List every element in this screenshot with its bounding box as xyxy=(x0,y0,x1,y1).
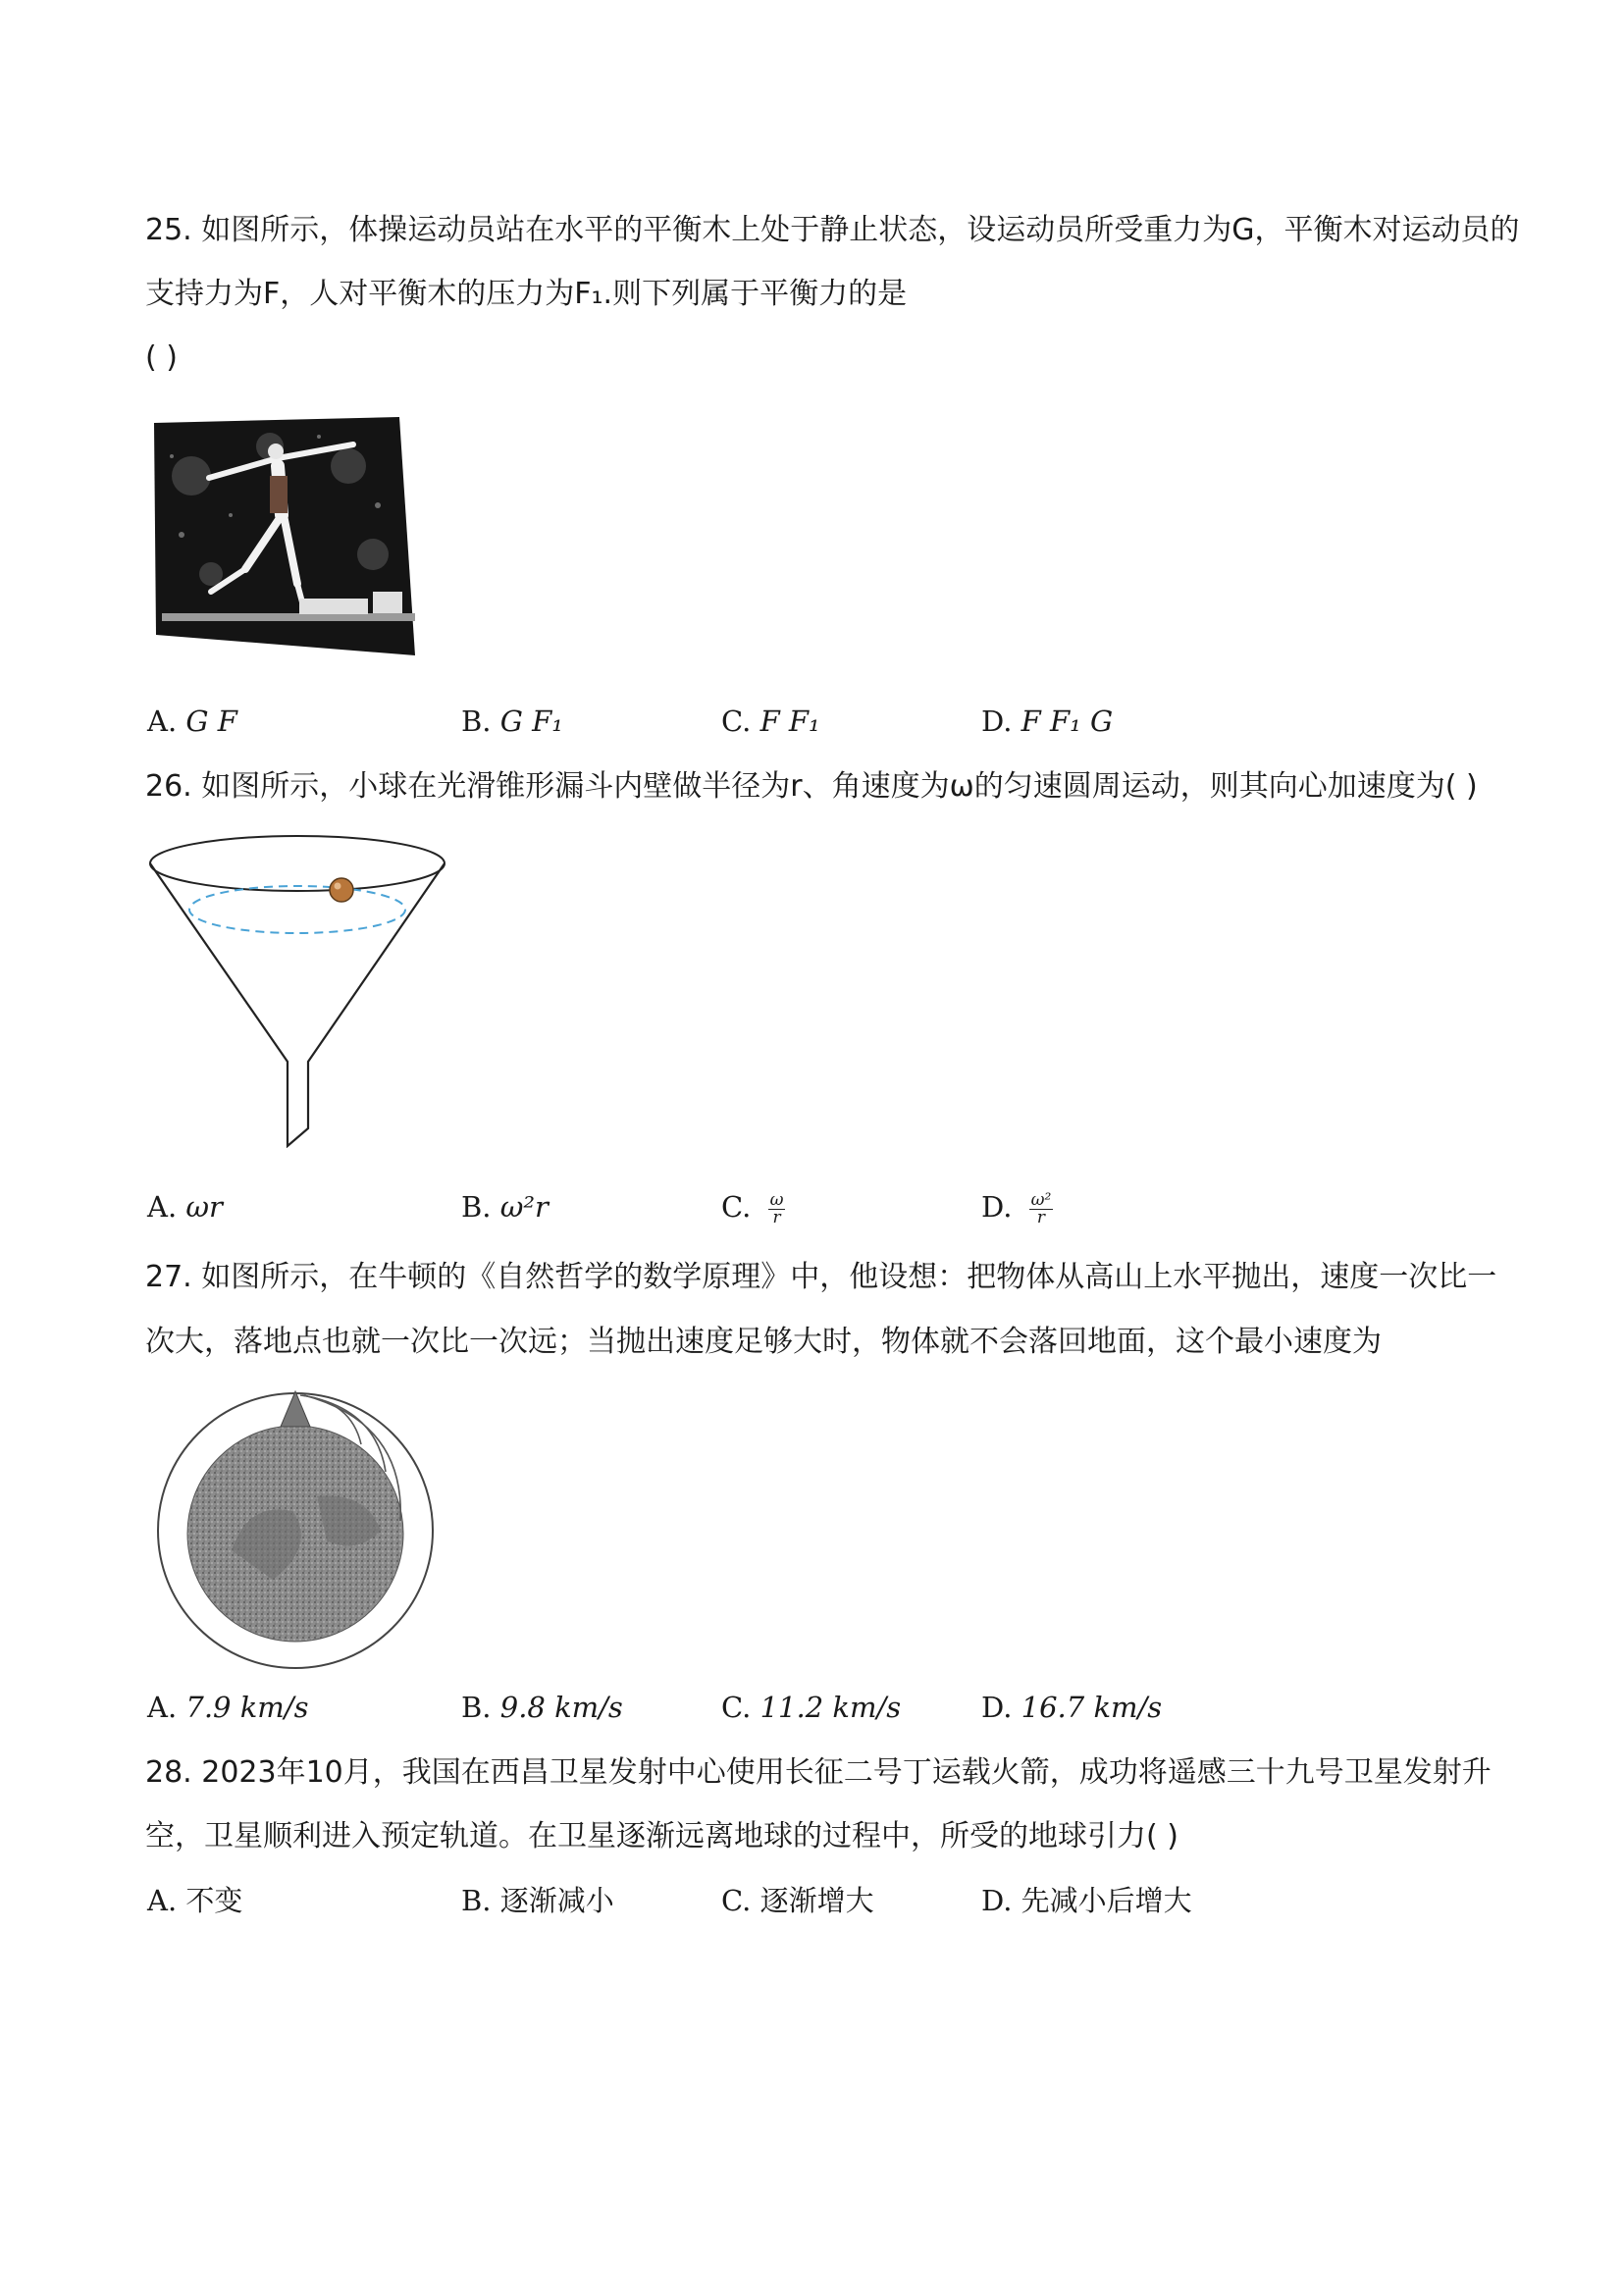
option-label: C. xyxy=(721,1884,752,1917)
q27-stem-line1: 27. 如图所示，在牛顿的《自然哲学的数学原理》中，他设想：把物体从高山上水平抛出，速度一次比一 xyxy=(145,1260,1497,1294)
q27-option-a[interactable] xyxy=(147,1688,308,1727)
option-label: A. xyxy=(147,1190,178,1224)
q26-option-b[interactable] xyxy=(461,1187,549,1226)
option-text: G F xyxy=(185,704,237,738)
q25-paren: ( ) xyxy=(145,340,178,375)
q26-option-a[interactable] xyxy=(147,1187,223,1226)
option-text: ωr xyxy=(185,1190,223,1224)
option-text: F F₁ xyxy=(759,704,820,738)
option-text: 9.8 km/s xyxy=(499,1691,623,1724)
option-text: 逐渐增大 xyxy=(759,1884,874,1917)
option-label: B. xyxy=(461,1190,492,1224)
q25-option-a[interactable] xyxy=(147,702,237,741)
q25-option-b[interactable] xyxy=(461,702,563,741)
q26-option-d[interactable] xyxy=(981,1187,1053,1226)
option-label: A. xyxy=(147,704,178,738)
q28-option-b[interactable] xyxy=(461,1881,614,1920)
fraction-numerator: ω² xyxy=(1030,1189,1052,1210)
q28-option-a[interactable] xyxy=(147,1881,242,1920)
q26-stem-line1: 26. 如图所示，小球在光滑锥形漏斗内壁做半径为r、角速度为ω的匀速圆周运动，则其向心加速度为( ) xyxy=(145,769,1478,804)
q28-stem-line1: 28. 2023年10月，我国在西昌卫星发射中心使用长征二号丁运载火箭，成功将遥感三十九号卫星发射升 xyxy=(145,1755,1492,1790)
option-text: 11.2 km/s xyxy=(759,1691,902,1724)
q25-option-c[interactable] xyxy=(721,702,820,741)
option-label: A. xyxy=(147,1691,178,1724)
option-label: D. xyxy=(981,704,1013,738)
option-text: 逐渐减小 xyxy=(499,1884,614,1917)
option-label: D. xyxy=(981,1190,1013,1224)
option-label: C. xyxy=(721,1190,752,1224)
option-text: 先减小后增大 xyxy=(1021,1884,1192,1917)
q27-option-b[interactable] xyxy=(461,1688,623,1727)
option-text: 7.9 km/s xyxy=(185,1691,309,1724)
q26-option-c[interactable] xyxy=(721,1187,785,1226)
option-text: 不变 xyxy=(185,1884,243,1917)
q25-option-d[interactable] xyxy=(981,702,1113,741)
q27-option-c[interactable] xyxy=(721,1688,901,1727)
ball xyxy=(330,878,353,902)
option-text: F F₁ G xyxy=(1021,704,1114,738)
q25-stem-line2: 支持力为F，人对平衡木的压力为F₁.则下列属于平衡力的是 xyxy=(145,277,908,311)
option-label: B. xyxy=(461,704,492,738)
fraction-denominator: r xyxy=(1036,1207,1046,1227)
fraction xyxy=(1029,1189,1054,1227)
q28-stem-line2: 空，卫星顺利进入预定轨道。在卫星逐渐远离地球的过程中，所受的地球引力( ) xyxy=(145,1819,1178,1853)
fraction-denominator: r xyxy=(772,1207,781,1227)
option-label: C. xyxy=(721,704,752,738)
q25-stem-line1: 25. 如图所示，体操运动员站在水平的平衡木上处于静止状态，设运动员所受重力为G，平衡木对运动员的 xyxy=(145,213,1520,247)
option-label: B. xyxy=(461,1884,492,1917)
option-label: D. xyxy=(981,1884,1013,1917)
funnel-diagram xyxy=(147,834,451,1148)
option-text: G F₁ xyxy=(499,704,563,738)
fraction-numerator: ω xyxy=(769,1189,784,1210)
q27-stem-line2: 次大，落地点也就一次比一次远；当抛出速度足够大时，物体就不会落回地面，这个最小速度为 xyxy=(145,1325,1382,1359)
q28-option-c[interactable] xyxy=(721,1881,874,1920)
option-text: 16.7 km/s xyxy=(1021,1691,1163,1724)
gymnast-photo xyxy=(152,417,415,657)
option-label: A. xyxy=(147,1884,178,1917)
option-text: ω²r xyxy=(499,1190,549,1224)
newton-cannon-diagram xyxy=(155,1383,449,1678)
option-label: B. xyxy=(461,1691,492,1724)
fraction xyxy=(768,1189,786,1227)
q28-option-d[interactable] xyxy=(981,1881,1192,1920)
option-label: C. xyxy=(721,1691,752,1724)
q27-option-d[interactable] xyxy=(981,1688,1162,1727)
option-label: D. xyxy=(981,1691,1013,1724)
